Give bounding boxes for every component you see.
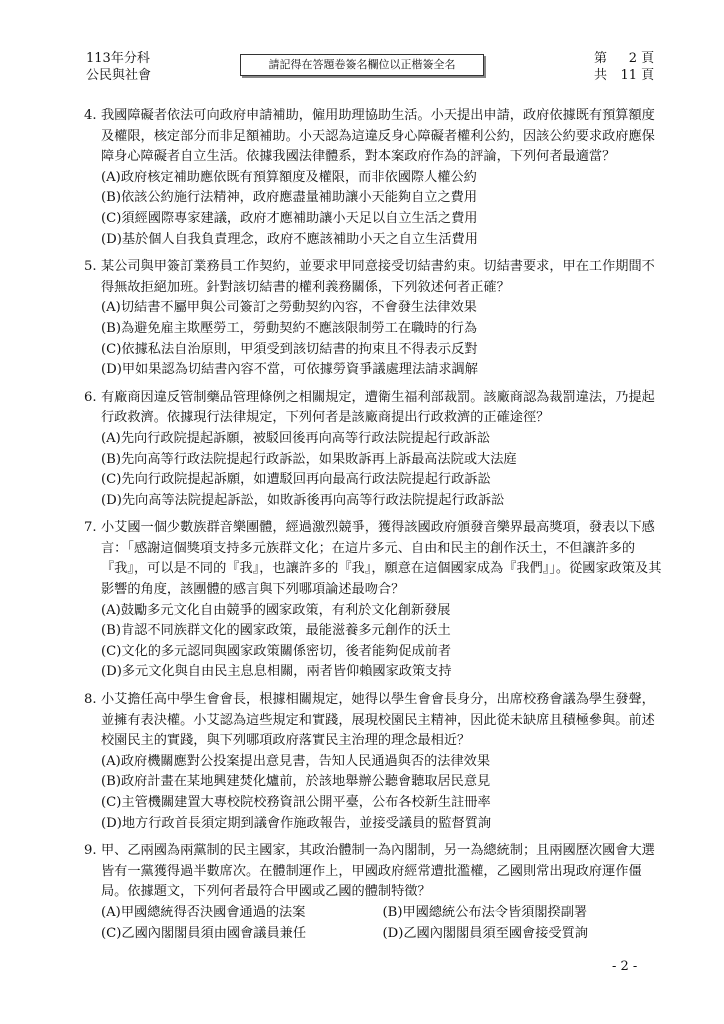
- total-pages: 11: [620, 68, 638, 83]
- question-list: [84, 106, 664, 951]
- question-7: [84, 518, 664, 683]
- option-a: (A)政府機關應對公投案提出意見書，告知人民通過與否的法律效果: [101, 753, 491, 769]
- total-label: 共: [594, 68, 608, 83]
- exam-year-subject: 113年分科: [86, 51, 150, 66]
- question-number: 7.: [84, 520, 97, 536]
- question-9: [84, 841, 664, 944]
- option-c: (C)先向行政院提起訴願，如遭駁回再向最高行政法院提起行政訴訟: [101, 472, 491, 488]
- question-stem: 有廠商因違反管制藥品管理條例之相關規定，遭衛生福利部裁罰。該廠商認為裁罰違法，乃提起行政救濟。依據現行法律規定，下列何者是該廠商提出行政救濟的正確途徑？: [101, 389, 655, 426]
- subject-name: 公民與社會: [86, 68, 152, 83]
- question-8: [84, 690, 664, 834]
- question-number: 5.: [84, 259, 97, 275]
- option-a: (A)切結書不屬甲與公司簽訂之勞動契約內容，不會發生法律效果: [101, 300, 477, 316]
- option-c: (C)乙國內閣閣員須由國會議員兼任: [101, 925, 307, 941]
- question-stem: 小艾擔任高中學生會會長，根據相關規定，她得以學生會會長身分，出席校務會議為學生發聲，並擁有表決權。小艾認為這些規定和實踐，展現校園民主精神，因此從未缺席且積極參與。前述校園民主的實踐，與下列哪項政府落實民主治理的理念最相近？: [101, 692, 655, 749]
- question-stem: 小艾國一個少數族群音樂團體，經過激烈競爭，獲得該國政府頒發音樂界最高獎項，發表以下感言：「感謝這個獎項支持多元族群文化；在這片多元、自由和民主的創作沃土，不但讓許多的『我』，可以是不同的『我』，也讓許多的『我』，願意在這個國家成為『我們』」。從國家政策及其影響的角度，該團體的感言與下列哪項論述最吻合？: [101, 520, 662, 598]
- option-b: (B)先向高等行政法院提起行政訴訟，如果敗訴再上訴最高法院或大法庭: [101, 451, 517, 467]
- page-footer: - 2 -: [612, 959, 638, 974]
- option-d: (D)乙國內閣閣員須至國會接受質詢: [382, 925, 588, 941]
- option-b: (B)依該公約施行法精神，政府應盡量補助讓小天能夠自立之費用: [101, 190, 478, 206]
- option-d: (D)基於個人自我負責理念，政府不應該補助小天之自立生活費用: [101, 231, 478, 247]
- option-a: (A)政府核定補助應依既有預算額度及權限，而非依國際人權公約: [101, 169, 477, 185]
- question-4: [84, 106, 664, 250]
- option-a: (A)甲國總統得否決國會通過的法案: [101, 904, 306, 920]
- option-b: (B)甲國總統公布法令皆須閣揆副署: [382, 904, 588, 920]
- option-c: (C)主管機關建置大專校院校務資訊公開平臺，公布各校新生註冊率: [101, 795, 491, 810]
- total-unit: 頁: [641, 68, 655, 83]
- page-unit: 頁: [641, 51, 655, 66]
- option-d: (D)地方行政首長須定期到議會作施政報告，並接受議員的監督質詢: [101, 815, 492, 831]
- option-c: (C)須經國際專家建議，政府才應補助讓小天足以自立生活之費用: [101, 210, 478, 226]
- question-stem: 某公司與甲簽訂業務員工作契約，並要求甲同意接受切結書約束。切結書要求，甲在工作期間不得無故拒絕加班。針對該切結書的權利義務關係，下列敘述何者正確？: [101, 259, 655, 295]
- question-5: [84, 257, 664, 381]
- question-number: 6.: [84, 389, 97, 405]
- signature-notice: 請記得在答題卷簽名欄位以正楷簽全名: [240, 54, 484, 76]
- question-6: [84, 388, 664, 512]
- page-number: 2: [628, 51, 638, 66]
- option-b: (B)肯認不同族群文化的國家政策，最能滋養多元創作的沃土: [101, 623, 451, 639]
- option-c: (C)文化的多元認同與國家政策關係密切，後者能夠促成前者: [101, 643, 452, 659]
- question-stem: 甲、乙兩國為兩黨制的民主國家，其政治體制一為內閣制，另一為總統制；且兩國歷次國會大選皆有一黨獲得過半數席次。在體制運作上，甲國政府經常遭批濫權，乙國則常出現政府運作僵局。依據題文，下列何者最符合甲國或乙國的體制特徵？: [101, 843, 655, 900]
- header-left: [86, 50, 151, 84]
- option-b: (B)政府計畫在某地興建焚化爐前，於該地舉辦公聽會聽取居民意見: [101, 774, 491, 790]
- question-stem: 我國障礙者依法可向政府申請補助，僱用助理協助生活。小天提出申請，政府依據既有預算額度及權限，核定部分而非足額補助。小天認為這違反身心障礙者權利公約，因該公約要求政府應保障身心障礙者自立生活。依據我國法律體系，對本案政府作為的評論，下列何者最適當？: [101, 108, 655, 165]
- option-c: (C)依據私法自治原則，甲須受到該切結書的拘束且不得表示反對: [101, 341, 478, 357]
- question-number: 9.: [84, 843, 97, 859]
- option-a: (A)先向行政院提起訴願，被駁回後再向高等行政法院提起行政訴訟: [101, 430, 491, 446]
- question-number: 4.: [84, 108, 97, 123]
- question-number: 8.: [84, 692, 97, 708]
- page-label: 第: [594, 51, 608, 66]
- page-indicator: [594, 50, 654, 84]
- option-b: (B)為避免雇主欺壓勞工，勞動契約不應該限制勞工在職時的行為: [101, 320, 478, 336]
- option-d: (D)先向高等法院提起訴訟，如敗訴後再向高等行政法院提起行政訴訟: [101, 492, 505, 508]
- option-d: (D)多元文化與自由民主息息相關，兩者皆仰賴國家政策支持: [101, 664, 452, 680]
- option-a: (A)鼓勵多元文化自由競爭的國家政策，有利於文化創新發展: [101, 602, 451, 618]
- option-d: (D)甲如果認為切結書內容不當，可依據勞資爭議處理法請求調解: [101, 362, 478, 378]
